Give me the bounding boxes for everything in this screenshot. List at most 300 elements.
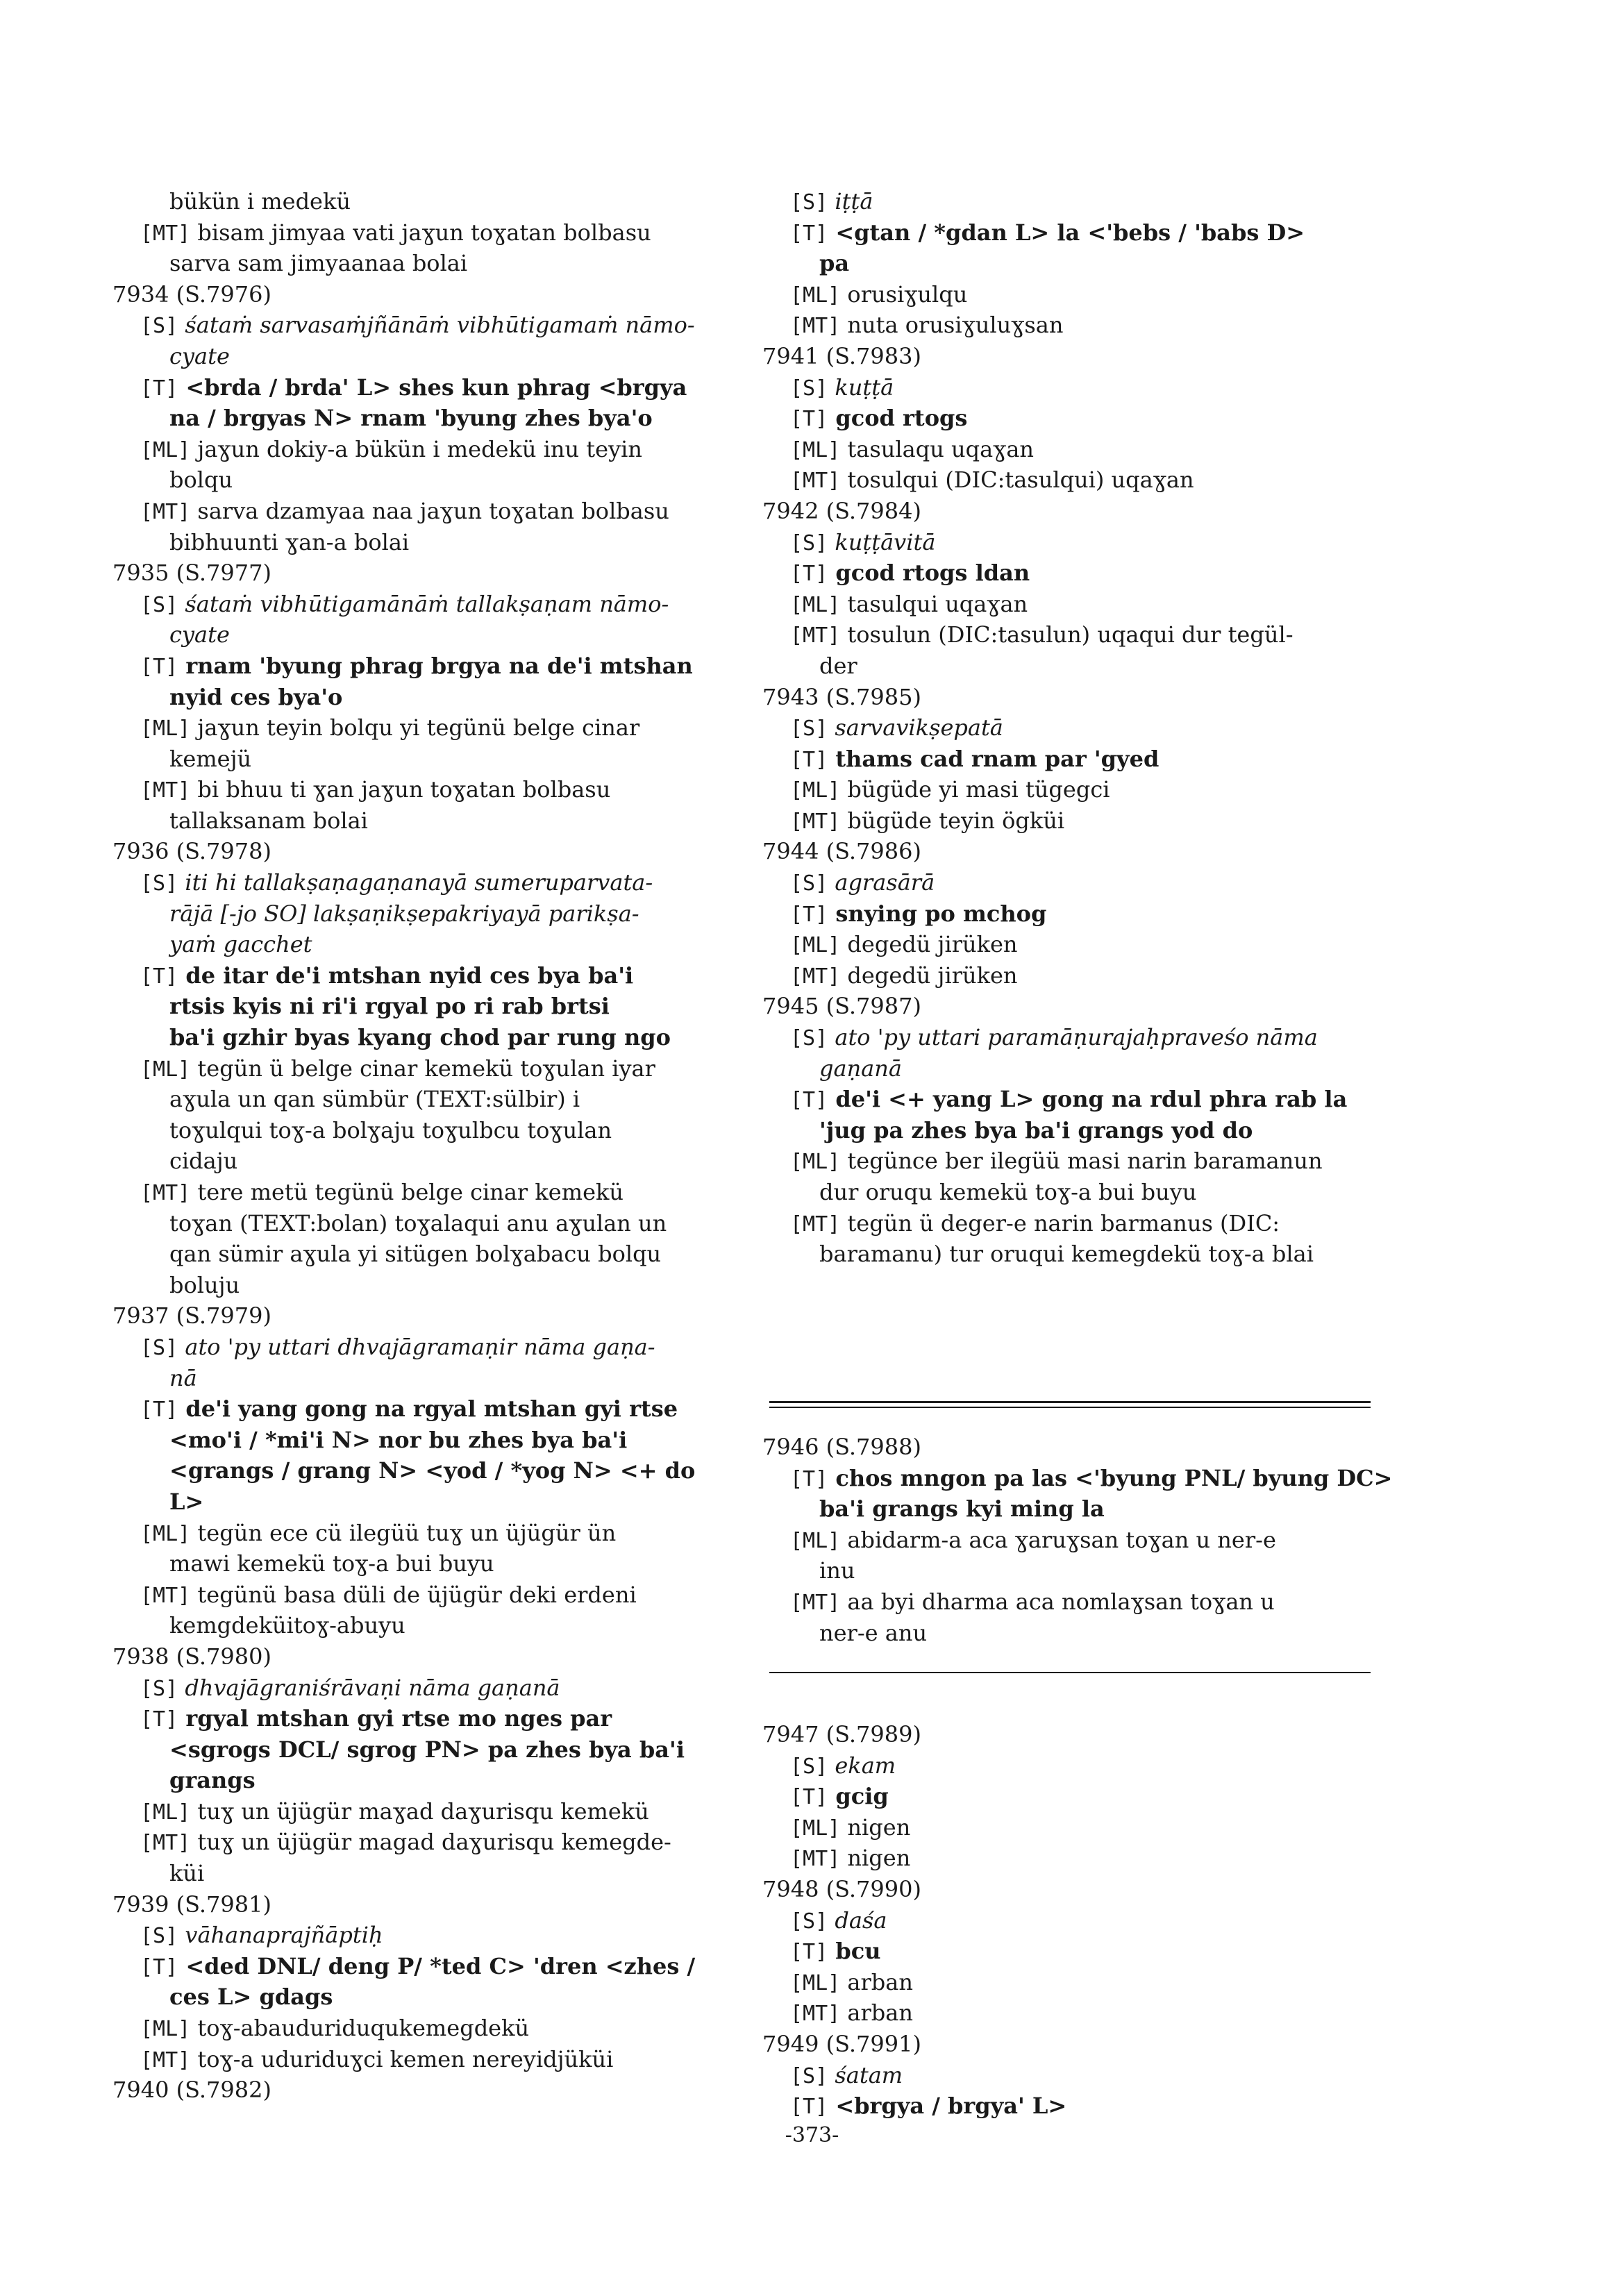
entry-line <box>762 217 1401 249</box>
entry-number <box>112 558 751 589</box>
field-tag: [ML] <box>140 1521 191 1546</box>
field-tag: [MT] <box>790 623 841 648</box>
line-text: <sgrogs DCL/ sgrog PN> pa zhes bya ba'i <box>169 1736 685 1763</box>
entry-line <box>762 1463 1401 1494</box>
line-text: bi bhuu ti ɣan jaɣun toɣatan bolbasu <box>190 776 611 803</box>
line-text: aɣula un qan sümbür (TEXT:sülbir) i <box>169 1086 580 1113</box>
entry-line <box>112 341 751 372</box>
right-middle-block <box>762 1432 1401 1648</box>
entry-line <box>762 403 1401 434</box>
field-tag: [ML] <box>790 283 841 308</box>
entry-line <box>112 1765 751 1796</box>
line-text: gaṇanā <box>819 1055 902 1082</box>
entry-line <box>762 1750 1401 1782</box>
entry-line <box>112 2013 751 2044</box>
entry-line <box>112 805 751 837</box>
entry-line <box>112 744 751 775</box>
line-text: aa byi dharma aca nomlaɣsan toɣan u <box>840 1588 1275 1615</box>
field-tag: [T] <box>790 1940 828 1965</box>
line-text: 7941 (S.7983) <box>762 342 921 369</box>
entry-line <box>762 1618 1401 1649</box>
line-text: rnam 'byung phrag brgya na de'i mtshan <box>178 652 693 679</box>
entry-line <box>762 589 1401 620</box>
entry-line <box>112 1177 751 1208</box>
entry-line <box>112 1579 751 1611</box>
field-tag: [MT] <box>140 499 191 524</box>
line-text: 7939 (S.7981) <box>112 1891 271 1918</box>
entry-number <box>762 1719 1401 1750</box>
line-text: <ded DNL/ deng P/ *ted C> 'dren <zhes / <box>178 1952 696 1979</box>
entry-line <box>112 1981 751 2013</box>
field-tag: [ML] <box>140 1057 191 1082</box>
line-text: grangs <box>169 1767 256 1794</box>
line-text: tegünü basa düli de üjügür deki erdeni <box>190 1581 637 1608</box>
single-rule <box>769 1672 1371 1673</box>
field-tag: [S] <box>790 376 828 401</box>
line-text: de'i <+ yang L> gong na rdul phra rab la <box>828 1086 1348 1113</box>
field-tag: [S] <box>790 1754 828 1779</box>
entry-line <box>112 403 751 434</box>
line-text: 7934 (S.7976) <box>112 280 271 308</box>
entry-line <box>112 464 751 496</box>
entry-line <box>112 898 751 930</box>
line-text: boluju <box>169 1271 240 1298</box>
line-text: 7949 (S.7991) <box>762 2030 921 2057</box>
line-text: bügüde yi masi tügegci <box>840 776 1110 803</box>
entry-number <box>112 1641 751 1673</box>
line-text: bolqu <box>169 467 233 494</box>
field-tag: [T] <box>140 654 178 679</box>
line-text: toɣ-a uduriduɣci kemen nereyidjüküi <box>190 2045 614 2072</box>
entry-line <box>762 1115 1401 1146</box>
line-text: bisam jimyaa vati jaɣun toɣatan bolbasu <box>190 219 651 246</box>
line-text: nuta orusiɣuluɣsan <box>840 312 1064 339</box>
field-tag: [T] <box>140 1707 178 1732</box>
entry-line <box>112 1022 751 1053</box>
entry-line <box>112 1858 751 1889</box>
line-text: ner-e anu <box>819 1619 928 1646</box>
field-tag: [MT] <box>790 1847 841 1872</box>
line-text: arban <box>840 1968 913 1995</box>
line-text: 7936 (S.7978) <box>112 838 271 865</box>
entry-line <box>112 1518 751 1549</box>
line-text: inu <box>819 1557 855 1584</box>
field-tag: [S] <box>790 717 828 741</box>
line-text: 7944 (S.7986) <box>762 838 921 865</box>
field-tag: [T] <box>790 902 828 927</box>
entry-line <box>112 1734 751 1766</box>
field-tag: [MT] <box>790 1212 841 1237</box>
line-text: küi <box>169 1860 205 1887</box>
line-text: der <box>819 652 857 679</box>
line-text: gcig <box>828 1783 889 1810</box>
field-tag: [ML] <box>790 1970 841 1995</box>
entry-line <box>112 682 751 713</box>
field-tag: [ML] <box>790 778 841 803</box>
entry-line <box>762 558 1401 589</box>
entry-line <box>112 589 751 620</box>
line-text: kuṭṭā <box>828 374 894 401</box>
entry-line <box>762 1586 1401 1618</box>
field-tag: [MT] <box>140 778 191 803</box>
entry-line <box>112 527 751 558</box>
line-text: agrasārā <box>828 869 935 896</box>
left-column <box>112 186 751 2106</box>
line-text: qan sümir aɣula yi sitügen bolɣabacu bolqu <box>169 1241 662 1268</box>
line-text: rājā [-jo SO] lakṣaṇikṣepakriyayā parikṣa- <box>169 900 639 927</box>
field-tag: [MT] <box>790 314 841 339</box>
line-text: orusiɣulqu <box>840 280 968 308</box>
line-text: ba'i grangs kyi ming la <box>819 1495 1105 1523</box>
field-tag: [MT] <box>140 1181 191 1205</box>
entry-line <box>112 2044 751 2075</box>
line-text: cyate <box>169 342 230 369</box>
field-tag: [ML] <box>790 933 841 958</box>
line-text: degedü jirüken <box>840 931 1018 958</box>
line-text: 7935 (S.7977) <box>112 560 271 587</box>
entry-line <box>112 1920 751 1951</box>
line-text: rtsis kyis ni ri'i rgyal po ri rab brtsi <box>169 993 610 1020</box>
line-text: toɣulqui toɣ-a bolɣaju toɣulbcu toɣulan <box>169 1116 612 1143</box>
entry-line <box>762 1084 1401 1115</box>
entry-line <box>112 1455 751 1486</box>
field-tag: [T] <box>790 747 828 772</box>
line-text: 7943 (S.7985) <box>762 683 921 710</box>
entry-line <box>112 248 751 279</box>
line-text: cidaju <box>169 1148 238 1175</box>
entry-line <box>112 991 751 1022</box>
entry-line <box>112 186 751 217</box>
entry-line <box>762 372 1401 403</box>
line-text: snying po mchog <box>828 900 1047 927</box>
field-tag: [MT] <box>140 221 191 246</box>
entry-line <box>112 1208 751 1239</box>
entry-line <box>762 2060 1401 2091</box>
entry-line <box>762 1208 1401 1239</box>
entry-line <box>112 1425 751 1456</box>
line-text: bügüde teyin ögküi <box>840 807 1065 834</box>
line-text: tosulun (DIC:tasulun) uqaqui dur tegül- <box>840 621 1294 648</box>
entry-line <box>762 774 1401 805</box>
entry-line <box>762 527 1401 558</box>
field-tag: [ML] <box>790 1816 841 1841</box>
entry-line <box>112 1363 751 1394</box>
line-text: iti hi tallakṣaṇagaṇanayā sumeruparvata- <box>178 869 653 896</box>
entry-line <box>762 1022 1401 1053</box>
field-tag: [T] <box>790 1785 828 1810</box>
line-text: ato 'py uttari paramāṇurajaḥpraveśo nāma <box>828 1024 1318 1051</box>
entry-line <box>762 898 1401 930</box>
entry-line <box>112 867 751 898</box>
entry-line <box>112 1548 751 1579</box>
field-tag: [S] <box>140 871 178 896</box>
line-text: ces L> gdags <box>169 1984 333 2011</box>
entry-line <box>762 1053 1401 1084</box>
line-text: śataṁ sarvasaṁjñānāṁ vibhūtigamaṁ nāmo- <box>178 312 695 339</box>
line-text: arban <box>840 2000 913 2027</box>
line-text: <mo'i / *mi'i N> nor bu zhes bya ba'i <box>169 1426 628 1453</box>
entry-number <box>112 1889 751 1920</box>
line-text: <brgya / brgya' L> <box>828 2093 1067 2120</box>
line-text: ekam <box>828 1752 896 1779</box>
field-tag: [MT] <box>790 809 841 834</box>
field-tag: [ML] <box>790 437 841 462</box>
line-text: toɣ-abauduriduqukemegdekü <box>190 2015 530 2042</box>
line-text: sarvavikṣepatā <box>828 714 1003 741</box>
line-text: dur oruqu kemekü toɣ-a bui buyu <box>819 1179 1197 1205</box>
line-text: kemejü <box>169 745 252 772</box>
entry-line <box>762 651 1401 682</box>
line-text: 7937 (S.7979) <box>112 1302 271 1330</box>
field-tag: [T] <box>140 964 178 989</box>
line-text: sarva dzamyaa naa jaɣun toɣatan bolbasu <box>190 497 669 524</box>
line-text: pa <box>819 250 850 277</box>
field-tag: [T] <box>790 407 828 432</box>
line-text: 7942 (S.7984) <box>762 497 921 524</box>
line-text: tegün ü belge cinar kemekü toɣulan iyar <box>190 1055 655 1082</box>
entry-line <box>112 1053 751 1084</box>
entry-line <box>762 929 1401 960</box>
field-tag: [MT] <box>790 2002 841 2027</box>
entry-number <box>762 836 1401 867</box>
field-tag: [ML] <box>790 592 841 617</box>
line-text: tegün ü deger-e narin barmanus (DIC: <box>840 1209 1280 1237</box>
entry-line <box>762 712 1401 744</box>
field-tag: [S] <box>790 1026 828 1051</box>
entry-line <box>112 496 751 527</box>
field-tag: [ML] <box>140 437 191 462</box>
entry-line <box>762 1177 1401 1208</box>
line-text: baramanu) tur oruqui kemegdekü toɣ-a blai <box>819 1241 1314 1268</box>
field-tag: [S] <box>140 1335 178 1360</box>
entry-line <box>112 217 751 249</box>
line-text: mawi kemekü toɣ-a bui buyu <box>169 1550 494 1577</box>
entry-line <box>112 1951 751 1982</box>
field-tag: [MT] <box>790 964 841 989</box>
entry-line <box>762 1997 1401 2029</box>
line-text: abidarm-a aca ɣaruɣsan toɣan u ner-e <box>840 1526 1276 1553</box>
entry-line <box>112 929 751 960</box>
line-text: na / brgyas N> rnam 'byung zhes bya'o <box>169 405 653 432</box>
entry-number <box>762 1432 1401 1463</box>
line-text: tallaksanam bolai <box>169 807 368 834</box>
entry-line <box>112 651 751 682</box>
line-text: nyid ces bya'o <box>169 683 343 710</box>
line-text: tere metü tegünü belge cinar kemekü <box>190 1179 623 1205</box>
entry-line <box>762 2090 1401 2122</box>
line-text: kemgdeküitoɣ-abuyu <box>169 1612 405 1639</box>
entry-line <box>112 1084 751 1115</box>
entry-line <box>112 1610 751 1641</box>
line-text: kuṭṭāvitā <box>828 528 936 555</box>
line-text: ba'i gzhir byas kyang chod par rung ngo <box>169 1024 671 1051</box>
entry-line <box>112 1146 751 1177</box>
entry-number <box>112 2075 751 2106</box>
field-tag: [MT] <box>790 1590 841 1615</box>
line-text: tasulqui uqaɣan <box>840 590 1028 617</box>
line-text: cyate <box>169 621 230 648</box>
entry-line <box>762 619 1401 651</box>
line-text: 7948 (S.7990) <box>762 1875 921 1902</box>
line-text: chos mngon pa las <'byung PNL/ byung DC> <box>828 1464 1393 1491</box>
entry-line <box>112 774 751 805</box>
line-text: 7940 (S.7982) <box>112 2077 271 2104</box>
line-text: de'i yang gong na rgyal mtshan gyi rtse <box>178 1396 678 1423</box>
field-tag: [ML] <box>140 2017 191 2042</box>
line-text: nigen <box>840 1813 911 1841</box>
field-tag: [T] <box>140 1954 178 1979</box>
entry-line <box>762 1843 1401 1874</box>
line-text: L> <box>169 1488 204 1515</box>
line-text: gcod rtogs <box>828 405 968 432</box>
entry-line <box>762 867 1401 898</box>
line-text: degedü jirüken <box>840 962 1018 989</box>
field-tag: [S] <box>140 314 178 339</box>
entry-line <box>762 310 1401 341</box>
entry-line <box>112 1270 751 1301</box>
line-text: tosulqui (DIC:tasulqui) uqaɣan <box>840 467 1194 494</box>
line-text: bibhuunti ɣan-a bolai <box>169 528 410 555</box>
line-text: nigen <box>840 1845 911 1872</box>
field-tag: [S] <box>790 190 828 215</box>
double-rule-bottom <box>769 1407 1371 1408</box>
entry-line <box>762 1967 1401 1998</box>
line-text: iṭṭā <box>828 188 873 215</box>
field-tag: [T] <box>140 376 178 401</box>
field-tag: [S] <box>790 871 828 896</box>
entry-line <box>762 1905 1401 1936</box>
line-text: śataṁ vibhūtigamānāṁ tallakṣaṇam nāmo- <box>178 590 669 617</box>
line-text: thams cad rnam par 'gyed <box>828 745 1160 772</box>
field-tag: [S] <box>140 592 178 617</box>
entry-number <box>762 2029 1401 2060</box>
line-text: ato 'py uttari dhvajāgramaṇir nāma gaṇa- <box>178 1333 655 1360</box>
field-tag: [S] <box>790 2063 828 2088</box>
field-tag: [T] <box>790 221 828 246</box>
line-text: 7946 (S.7988) <box>762 1434 921 1460</box>
entry-line <box>112 310 751 341</box>
entry-line <box>112 712 751 744</box>
entry-number <box>762 682 1401 713</box>
line-text: tasulaqu uqaɣan <box>840 435 1034 462</box>
entry-line <box>762 1555 1401 1586</box>
entry-line <box>762 464 1401 496</box>
entry-line <box>762 1525 1401 1556</box>
line-text: jaɣun dokiy-a bükün i medekü inu teyin <box>190 435 642 462</box>
entry-line <box>762 805 1401 837</box>
line-text: daśa <box>828 1907 887 1934</box>
entry-line <box>112 1332 751 1363</box>
entry-line <box>112 1673 751 1704</box>
entry-number <box>762 496 1401 527</box>
field-tag: [ML] <box>140 717 191 741</box>
page-number: -373- <box>785 2123 839 2147</box>
field-tag: [ML] <box>790 1150 841 1175</box>
line-text: sarva sam jimyaanaa bolai <box>169 250 468 277</box>
entry-line <box>762 960 1401 991</box>
field-tag: [S] <box>140 1676 178 1701</box>
entry-line <box>112 372 751 403</box>
entry-number <box>112 836 751 867</box>
entry-line <box>762 279 1401 310</box>
field-tag: [MT] <box>140 2047 191 2072</box>
line-text: dhvajāgraniśrāvaṇi nāma gaṇanā <box>178 1674 560 1701</box>
entry-line <box>112 1486 751 1518</box>
entry-line <box>762 1812 1401 1843</box>
entry-line <box>762 186 1401 217</box>
line-text: 7938 (S.7980) <box>112 1643 271 1670</box>
entry-line <box>112 1115 751 1146</box>
field-tag: [MT] <box>790 469 841 494</box>
entry-line <box>762 248 1401 279</box>
field-tag: [T] <box>790 1466 828 1491</box>
entry-line <box>762 1146 1401 1177</box>
line-text: 'jug pa zhes bya ba'i grangs yod do <box>819 1116 1253 1143</box>
entry-line <box>112 1827 751 1858</box>
entry-line <box>112 1239 751 1270</box>
line-text: śatam <box>828 2061 903 2088</box>
line-text: vāhanaprajñāptiḥ <box>178 1922 383 1949</box>
line-text: bcu <box>828 1938 881 1965</box>
double-rule-top <box>769 1401 1371 1403</box>
line-text: toɣan (TEXT:bolan) toɣalaqui anu aɣulan un <box>169 1209 667 1237</box>
line-text: rgyal mtshan gyi rtse mo nges par <box>178 1705 612 1732</box>
line-text: 7947 (S.7989) <box>762 1721 921 1748</box>
line-text: tegün ece cü ilegüü tuɣ un üjügür ün <box>190 1519 617 1546</box>
entry-number <box>112 1300 751 1332</box>
entry-number <box>762 991 1401 1022</box>
line-text: de itar de'i mtshan nyid ces bya ba'i <box>178 962 634 989</box>
field-tag: [T] <box>790 2095 828 2120</box>
line-text: jaɣun teyin bolqu yi tegünü belge cinar <box>190 714 640 741</box>
entry-line <box>112 1703 751 1734</box>
entry-line <box>762 1781 1401 1812</box>
line-text: <brda / brda' L> shes kun phrag <brgya <box>178 374 687 401</box>
entry-line <box>762 434 1401 465</box>
line-text: nā <box>169 1364 197 1391</box>
line-text: <gtan / *gdan L> la <'bebs / 'babs D> <box>828 219 1305 246</box>
entry-number <box>762 1874 1401 1905</box>
field-tag: [T] <box>790 1088 828 1113</box>
field-tag: [S] <box>140 1924 178 1949</box>
entry-line <box>762 1936 1401 1967</box>
field-tag: [MT] <box>140 1831 191 1856</box>
line-text: tuɣ un üjügür maɣad daɣurisqu kemekü <box>190 1798 649 1825</box>
right-bottom-block <box>762 1719 1401 2122</box>
line-text: tegünce ber ilegüü masi narin baramanun <box>840 1148 1323 1175</box>
entry-number <box>112 279 751 310</box>
entry-line <box>762 1239 1401 1270</box>
right-column <box>762 186 1401 1270</box>
line-text: bükün i medekü <box>169 188 351 215</box>
entry-number <box>762 341 1401 372</box>
entry-line <box>112 619 751 651</box>
line-text: tuɣ un üjügür magad daɣurisqu kemegde- <box>190 1829 671 1856</box>
field-tag: [MT] <box>140 1583 191 1608</box>
entry-line <box>762 1493 1401 1525</box>
entry-line <box>112 434 751 465</box>
entry-line <box>112 960 751 991</box>
field-tag: [ML] <box>790 1528 841 1553</box>
field-tag: [S] <box>790 530 828 555</box>
entry-line <box>112 1796 751 1827</box>
line-text: 7945 (S.7987) <box>762 993 921 1020</box>
field-tag: [T] <box>790 562 828 587</box>
field-tag: [S] <box>790 1909 828 1934</box>
entry-line <box>112 1393 751 1425</box>
field-tag: [T] <box>140 1398 178 1423</box>
line-text: gcod rtogs ldan <box>828 560 1030 587</box>
